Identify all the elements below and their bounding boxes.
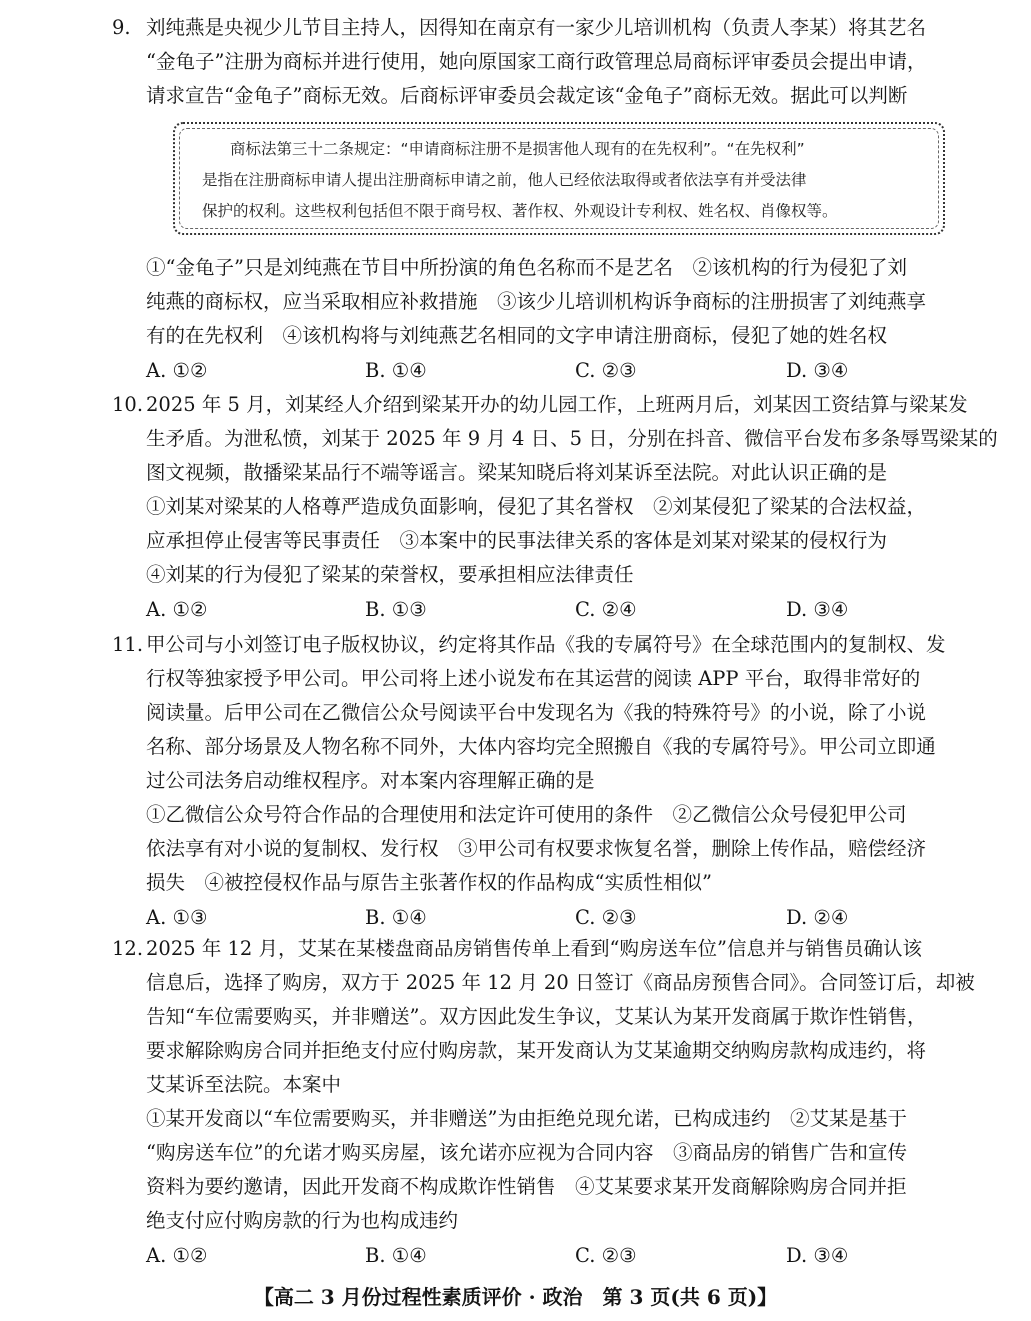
question-stem-line: 12. 2025 年 12 月，艾某在某楼盘商品房销售传单上看到“购房送车位”信息并与销售员确认该 bbox=[112, 932, 972, 966]
statement-line: 应承担停止侵害等民事责任 ③本案中的民事法律关系的客体是刘某对梁某的侵权行为 bbox=[146, 529, 888, 552]
option-b[interactable]: B. ①③ bbox=[365, 598, 427, 621]
statement-line: ①乙微信公众号符合作品的合理使用和法定许可使用的条件 ②乙微信公众号侵犯甲公司 bbox=[146, 803, 907, 826]
question-11 bbox=[112, 628, 972, 936]
answer-options bbox=[112, 900, 972, 936]
question-stem-line: 11. 甲公司与小刘签订电子版权协议，约定将其作品《我的专属符号》在全球范围内的复制权、发 bbox=[112, 628, 972, 662]
law-quote-line: 是指在注册商标申请人提出注册商标申请之前，他人已经依法取得或者依法享有并受法律 bbox=[202, 171, 807, 189]
question-number: 12. bbox=[112, 937, 144, 960]
question-stem-line: 10. 2025 年 5 月，刘某经人介绍到梁某开办的幼儿园工作，上班两月后，刘某因工资结算与梁某发 bbox=[112, 388, 972, 422]
statement-line: ①刘某对梁某的人格尊严造成负面影响，侵犯了其名誉权 ②刘某侵犯了梁某的合法权益， bbox=[146, 495, 927, 518]
page-footer: 【高二 3 月份过程性素质评价 · 政治 第 3 页(共 6 页)】 bbox=[253, 1285, 778, 1309]
question-stem-line: 过公司法务启动维权程序。对本案内容理解正确的是 bbox=[146, 769, 595, 792]
question-12 bbox=[112, 932, 975, 1274]
answer-options bbox=[112, 592, 972, 628]
statement-line: ④刘某的行为侵犯了梁某的荣誉权，要承担相应法律责任 bbox=[146, 563, 634, 586]
option-c[interactable]: C. ②④ bbox=[575, 598, 637, 621]
question-stem-line: “金龟子”注册为商标并进行使用，她向原国家工商行政管理总局商标评审委员会提出申请， bbox=[146, 50, 927, 73]
statement-line: 绝支付应付购房款的行为也构成违约 bbox=[146, 1209, 459, 1232]
question-number: 9. bbox=[112, 16, 131, 39]
question-number: 10. bbox=[112, 393, 144, 416]
question-stem-line: 名称、部分场景及人物名称不同外，大体内容均完全照搬自《我的专属符号》。甲公司立即通 bbox=[146, 735, 936, 758]
option-d[interactable]: D. ②④ bbox=[786, 906, 849, 929]
question-stem-line: 生矛盾。为泄私愤，刘某于 2025 年 9 月 4 日、5 日，分别在抖音、微信平台发布多条辱骂梁某的 bbox=[146, 427, 998, 450]
option-d[interactable]: D. ③④ bbox=[786, 359, 849, 382]
question-number: 11. bbox=[112, 633, 144, 656]
option-a[interactable]: A. ①③ bbox=[146, 906, 208, 929]
law-quote-line: 保护的权利。这些权利包括但不限于商号权、著作权、外观设计专利权、姓名权、肖像权等。 bbox=[202, 202, 838, 220]
statement-line: 有的在先权利 ④该机构将与刘纯燕艺名相同的文字申请注册商标，侵犯了她的姓名权 bbox=[146, 324, 888, 347]
option-c[interactable]: C. ②③ bbox=[575, 359, 637, 382]
statement-line: 资料为要约邀请，因此开发商不构成欺诈性销售 ④艾某要求某开发商解除购房合同并拒 bbox=[146, 1175, 907, 1198]
law-quote-text bbox=[202, 134, 927, 227]
option-c[interactable]: C. ②③ bbox=[575, 1244, 637, 1267]
option-b[interactable]: B. ①④ bbox=[365, 1244, 427, 1267]
statement-line: ①某开发商以“车位需要购买，并非赠送”为由拒绝兑现允诺，已构成违约 ②艾某是基于 bbox=[146, 1107, 907, 1130]
question-stem-line: 图文视频，散播梁某品行不端等谣言。梁某知晓后将刘某诉至法院。对此认识正确的是 bbox=[146, 461, 888, 484]
option-d[interactable]: D. ③④ bbox=[786, 1244, 849, 1267]
question-9-statements bbox=[112, 251, 972, 389]
statement-line: “购房送车位”的允诺才购买房屋，该允诺亦应视为合同内容 ③商品房的销售广告和宣传 bbox=[146, 1141, 907, 1164]
answer-options bbox=[112, 1238, 972, 1274]
option-a[interactable]: A. ①② bbox=[146, 1244, 208, 1267]
question-stem-line: 告知“车位需要购买，并非赠送”。双方因此发生争议，艾某认为某开发商属于欺诈性销售， bbox=[146, 1005, 927, 1028]
statement-line: 依法享有对小说的复制权、发行权 ③甲公司有权要求恢复名誉，删除上传作品，赔偿经济 bbox=[146, 837, 927, 860]
question-stem-line: 9. 刘纯燕是央视少儿节目主持人，因得知在南京有一家少儿培训机构（负责人李某）将其艺名 bbox=[112, 11, 972, 45]
option-b[interactable]: B. ①④ bbox=[365, 359, 427, 382]
statement-line: 纯燕的商标权，应当采取相应补救措施 ③该少儿培训机构诉争商标的注册损害了刘纯燕享 bbox=[146, 290, 927, 313]
question-stem-line: 艾某诉至法院。本案中 bbox=[146, 1073, 342, 1096]
option-c[interactable]: C. ②③ bbox=[575, 906, 637, 929]
question-stem-line: 请求宣告“金龟子”商标无效。后商标评审委员会裁定该“金龟子”商标无效。据此可以判断 bbox=[146, 84, 908, 107]
option-a[interactable]: A. ①② bbox=[146, 359, 208, 382]
answer-options bbox=[112, 353, 972, 389]
question-stem-line: 阅读量。后甲公司在乙微信公众号阅读平台中发现名为《我的特殊符号》的小说，除了小说 bbox=[146, 701, 927, 724]
question-10 bbox=[112, 388, 998, 628]
law-quote-line: 商标法第三十二条规定：“申请商标注册不是损害他人现有的在先权利”。“在先权利” bbox=[230, 140, 805, 158]
law-quote-box bbox=[173, 122, 945, 235]
option-a[interactable]: A. ①② bbox=[146, 598, 208, 621]
statement-line: ①“金龟子”只是刘纯燕在节目中所扮演的角色名称而不是艺名 ②该机构的行为侵犯了刘 bbox=[146, 256, 907, 279]
question-stem-line: 行权等独家授予甲公司。甲公司将上述小说发布在其运营的阅读 APP 平台，取得非常好的 bbox=[146, 667, 921, 690]
question-stem-line: 信息后，选择了购房，双方于 2025 年 12 月 20 日签订《商品房预售合同》。合同签订后，却被 bbox=[146, 971, 975, 994]
question-9 bbox=[112, 11, 972, 113]
option-d[interactable]: D. ③④ bbox=[786, 598, 849, 621]
question-stem-line: 要求解除购房合同并拒绝支付应付购房款，某开发商认为艾某逾期交纳购房款构成违约，将 bbox=[146, 1039, 927, 1062]
option-b[interactable]: B. ①④ bbox=[365, 906, 427, 929]
statement-line: 损失 ④被控侵权作品与原告主张著作权的作品构成“实质性相似” bbox=[146, 871, 712, 894]
